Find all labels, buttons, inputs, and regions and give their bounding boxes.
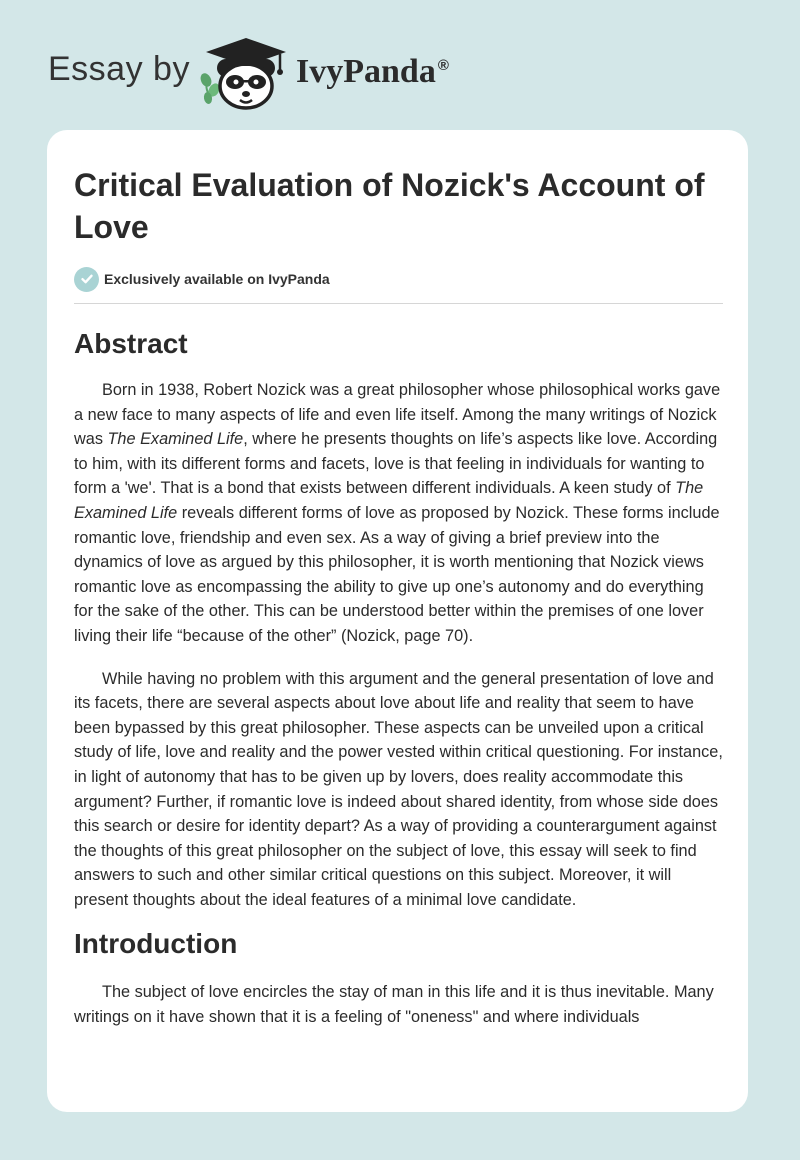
book-title: The Examined Life <box>74 479 704 522</box>
panda-graduate-logo-icon <box>200 34 292 110</box>
ivypanda-logo[interactable] <box>200 34 292 110</box>
section-heading-introduction: Introduction <box>74 928 238 960</box>
introduction-paragraph-1: The subject of love encircles the stay of man in this life and it is thus inevitable. Many writings on it have shown that it is a feeling of "oneness" and where individuals <box>74 983 714 1027</box>
check-circle-icon <box>74 267 99 292</box>
exclusive-badge <box>74 266 723 292</box>
badge-label: Exclusively available on IvyPanda <box>104 271 330 287</box>
divider <box>74 303 723 304</box>
page-title: Critical Evaluation of Nozick's Account of Love <box>74 167 705 245</box>
essay-content <box>74 164 723 1030</box>
site-header <box>0 0 800 130</box>
essay-by-label: Essay by <box>48 50 190 88</box>
book-title: The Examined Life <box>107 430 244 449</box>
abstract-paragraph-2: While having no problem with this argument and the general presentation of love and its facets, there are several aspects about love about life and reality that seem to have been bypassed by this great philosopher. These aspects can be unveiled upon a critical study of life, love and reality and the power vested within critical questioning. For instance, in light of autonomy that has to be given up by lovers, does reality accommodate this argument? Further, if romantic love is indeed about shared identity, from whose side does this search or desire for identity depart? As a way of providing a counterargument against the thoughts of this great philosopher on the subject of love, this essay will seek to find answers to such and other similar critical questions on this subject. Moreover, it will present thoughts about the ideal features of a minimal love candidate. <box>74 669 723 909</box>
registered-mark: ® <box>437 57 449 74</box>
essay-card <box>47 130 748 1112</box>
section-heading-abstract: Abstract <box>74 328 188 359</box>
brand-name: IvyPanda ® <box>296 53 449 90</box>
abstract-paragraph-1: Born in 1938, Robert Nozick was a great philosopher whose philosophical works gave a new face to many aspects of life and even life itself. Among the many writings of Nozick was The Examined Life, where he presents thoughts on life’s aspects like love. According to him, with its different forms and facets, love is that feeling in individuals for wanting to form a 'we'. That is a bond that exists between different individuals. A keen study of The Examined Life reveals different forms of love as proposed by Nozick. These forms include romantic love, friendship and even sex. As a way of giving a brief preview into the dynamics of love as argued by this philosopher, it is worth mentioning that Nozick views romantic love as encompassing the ability to give up one’s autonomy and do everything for the sake of the other. This can be understood better within the premises of one lover living their life “because of the other” (Nozick, page 70). <box>74 381 721 645</box>
